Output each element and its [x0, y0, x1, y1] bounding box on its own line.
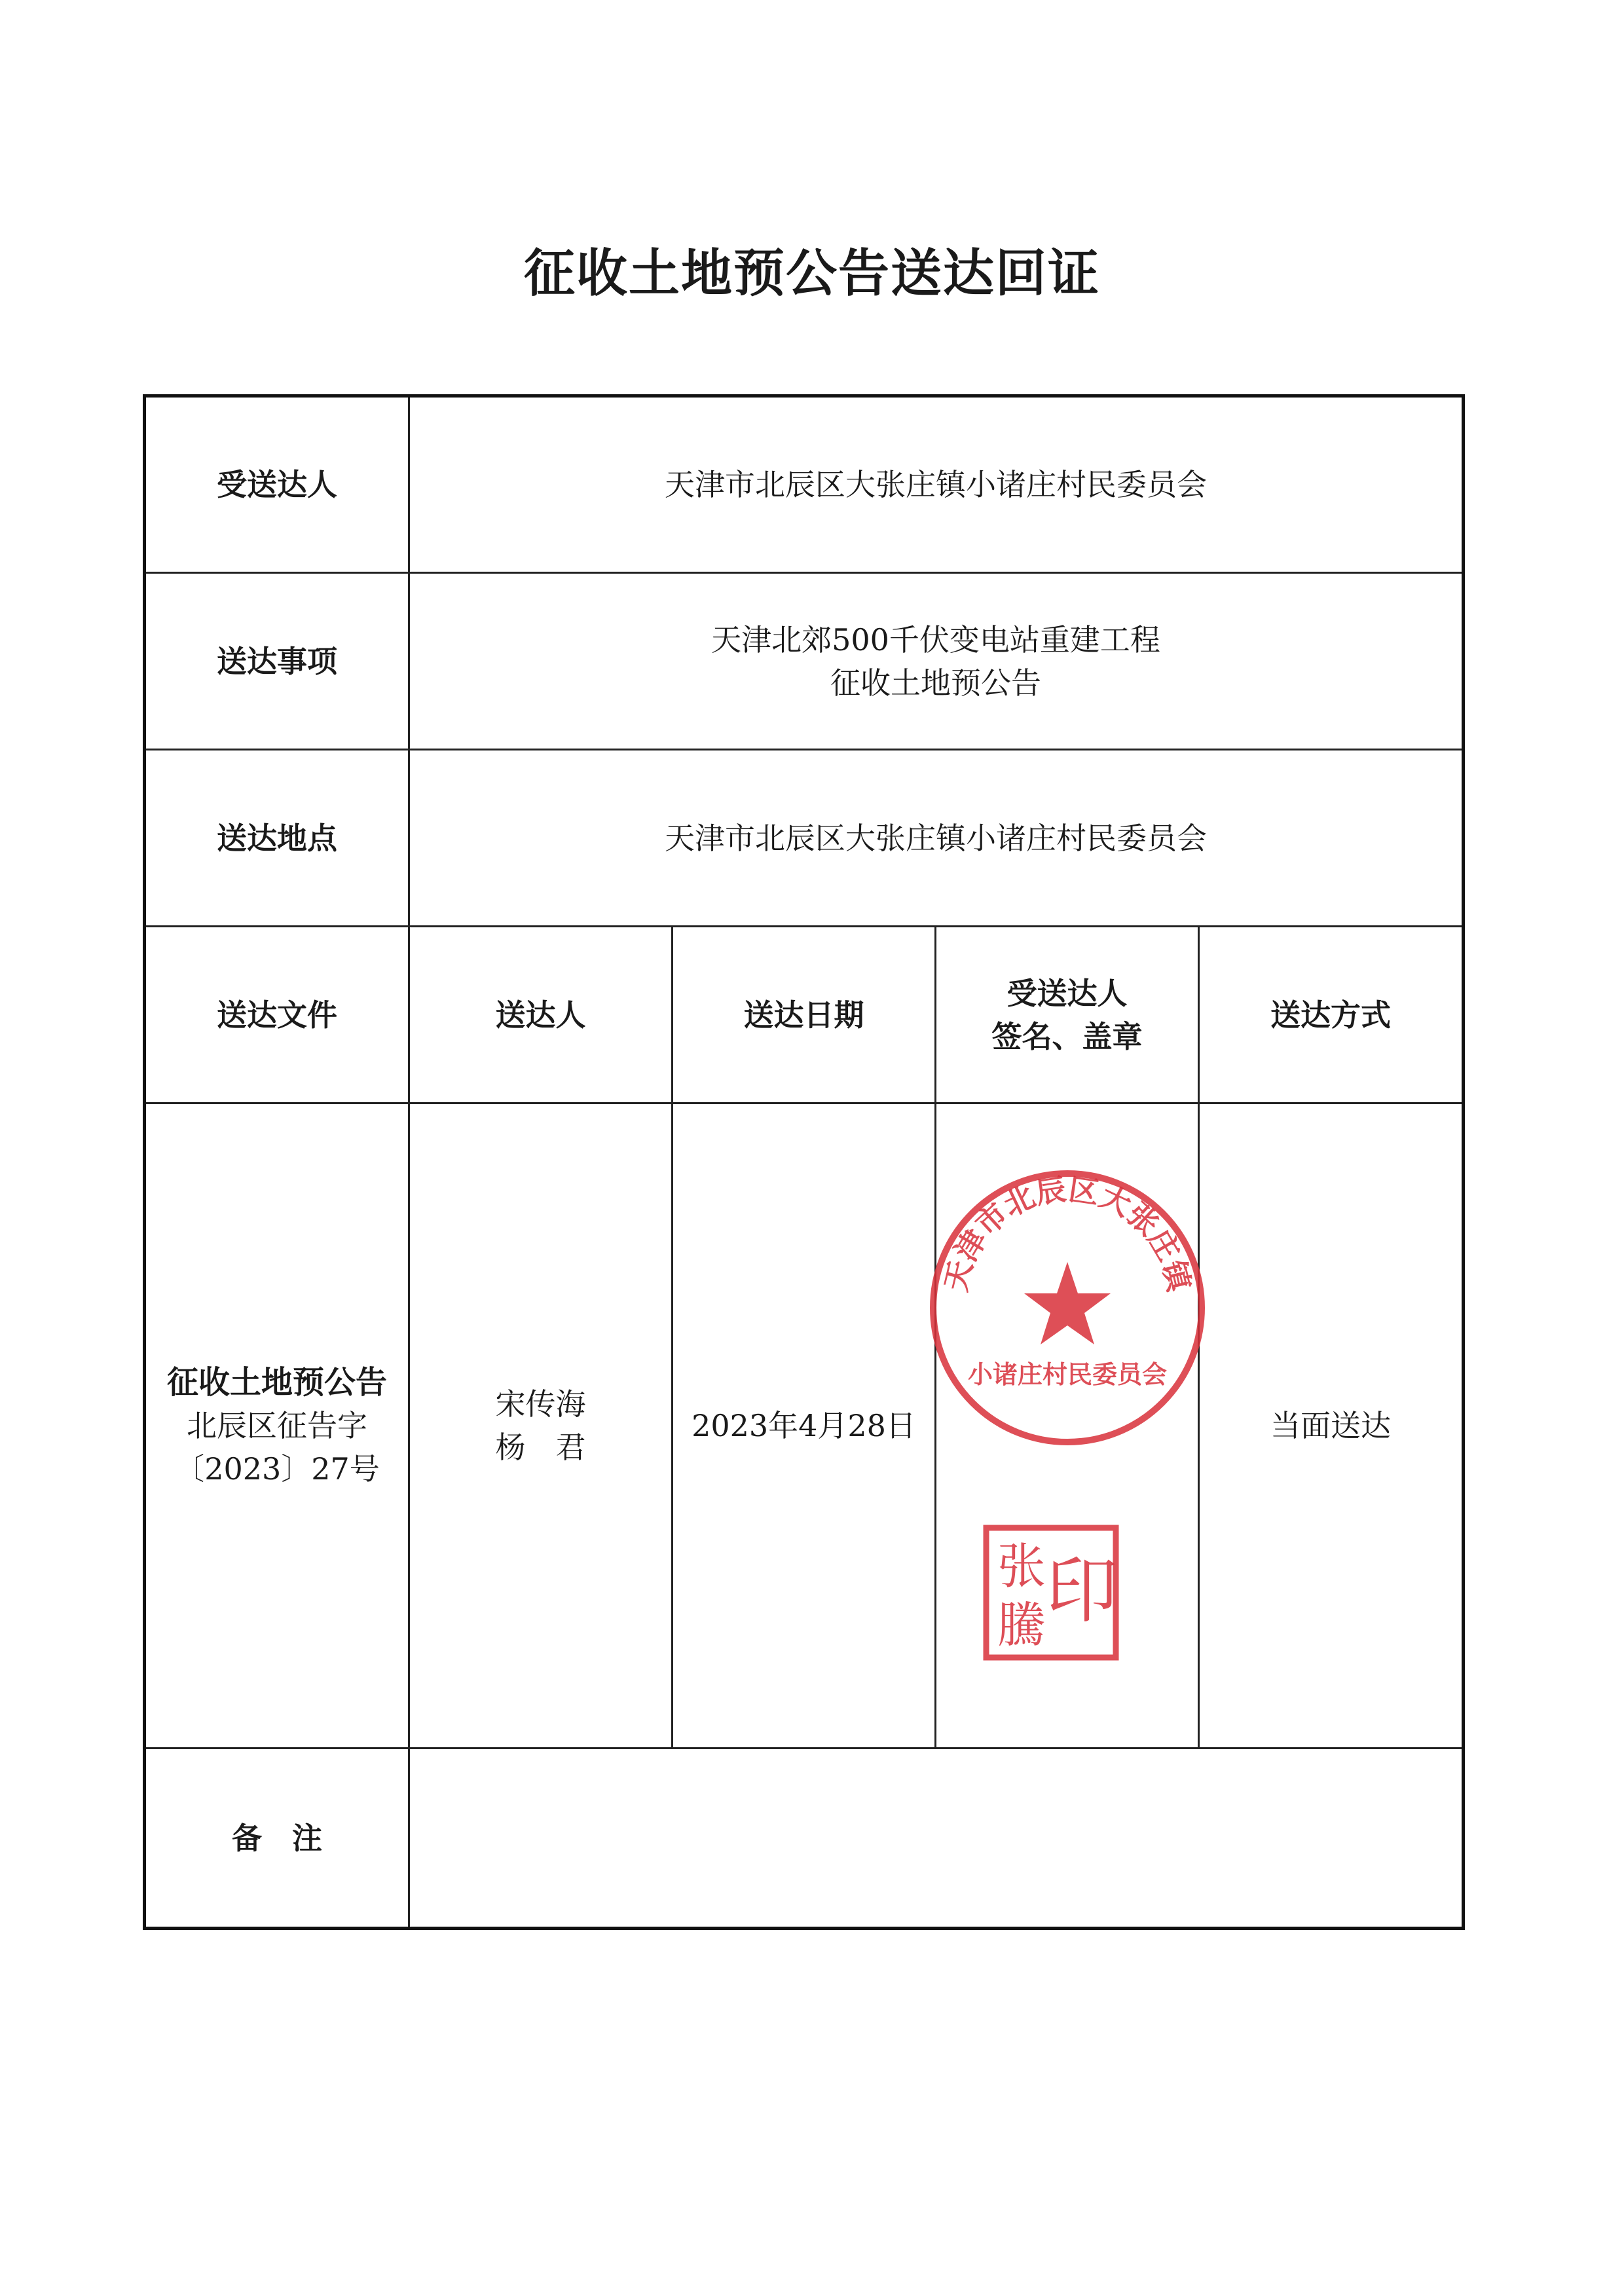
header-server: 送达人: [409, 927, 673, 1103]
row-entry: [145, 1103, 1464, 1749]
recipient-label: 受送达人: [145, 396, 409, 573]
entry-doc: [145, 1103, 409, 1749]
svg-text:印: 印: [1046, 1549, 1118, 1633]
header-doc: 送达文件: [145, 927, 409, 1103]
svg-text:天津市北辰区大张庄镇: 天津市北辰区大张庄镇: [938, 1171, 1197, 1295]
entry-method: 当面送达: [1199, 1103, 1464, 1749]
row-matter: [145, 573, 1464, 750]
delivery-receipt-table: [143, 394, 1465, 1930]
header-sign: [936, 927, 1199, 1103]
personal-seal-graphic: [982, 1524, 1120, 1661]
entry-doc-name: 征收土地预公告: [166, 1364, 387, 1401]
header-method: 送达方式: [1199, 927, 1464, 1103]
remark-label: 备 注: [145, 1749, 409, 1929]
entry-date: 2023年4月28日: [673, 1103, 936, 1749]
entry-doc-ref-2: 〔2023〕27号: [174, 1451, 380, 1487]
row-remark: [145, 1749, 1464, 1929]
header-sign-line-2: 签名、盖章: [991, 1018, 1143, 1054]
svg-text:騰: 騰: [997, 1597, 1046, 1654]
personal-name-seal: [982, 1524, 1120, 1661]
header-sign-line-1: 受送达人: [1006, 975, 1128, 1011]
place-value: 天津市北辰区大张庄镇小诸庄村民委员会: [409, 750, 1464, 927]
matter-line-1: 天津北郊500千伏变电站重建工程: [711, 621, 1160, 657]
entry-doc-ref-1: 北辰区征告字: [187, 1408, 367, 1443]
entry-server-2: 杨 君: [495, 1430, 586, 1465]
document-title: 征收土地预公告送达回证: [523, 244, 1100, 303]
matter-label: 送达事项: [145, 573, 409, 750]
place-label: 送达地点: [145, 750, 409, 927]
header-date: 送达日期: [673, 927, 936, 1103]
official-seal-stamp: [923, 1164, 1211, 1452]
recipient-value: 天津市北辰区大张庄镇小诸庄村民委员会: [409, 396, 1464, 573]
svg-text:小诸庄村民委员会: 小诸庄村民委员会: [967, 1360, 1168, 1389]
remark-value: [409, 1749, 1464, 1929]
matter-line-2: 征收土地预公告: [830, 665, 1041, 701]
row-recipient: [145, 396, 1464, 573]
entry-signature-stamps: [936, 1103, 1199, 1749]
entry-server: [409, 1103, 673, 1749]
matter-value: [409, 573, 1464, 750]
official-seal-graphic: [923, 1164, 1211, 1452]
row-header: [145, 927, 1464, 1103]
svg-text:张: 张: [997, 1538, 1046, 1595]
entry-server-1: 宋传海: [495, 1386, 586, 1422]
row-place: [145, 750, 1464, 927]
